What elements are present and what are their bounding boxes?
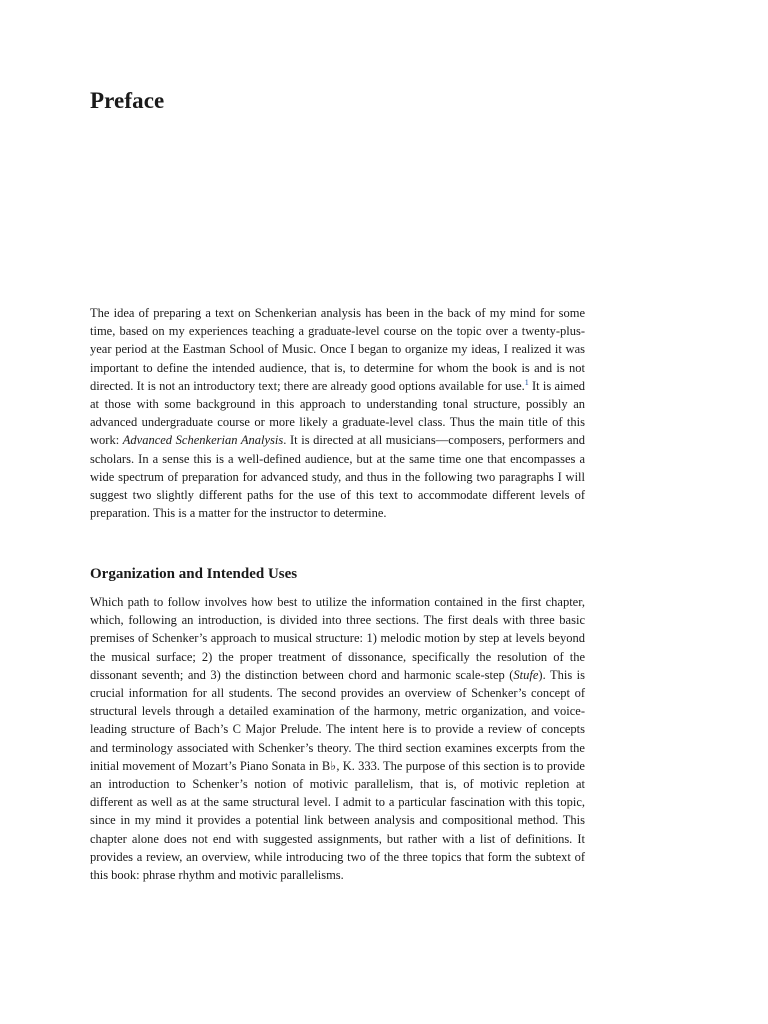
section-text-1: Which path to follow involves how best to utilize the information contained in the first chapter, which, following an introduction, is divided into three sections. The first deals with three basic premises of Schenker’s approach to musical structure: 1) melodic motion by step at levels beyond the musical surface; 2) the proper treatment of dissonance, specifically the resolution of the dissonant seventh; and 3) the distinction between chord and harmonic scale-step ( bbox=[90, 595, 585, 682]
term-stufe: Stufe bbox=[513, 667, 539, 682]
chapter-title: Preface bbox=[90, 88, 165, 113]
section-heading: Organization and Intended Uses bbox=[90, 566, 298, 582]
intro-paragraph bbox=[90, 304, 585, 522]
section-paragraph bbox=[90, 593, 585, 884]
intro-text-1: The idea of preparing a text on Schenkerian analysis has been in the back of my mind for some time, based on my experiences teaching a graduate-level course on the topic over a twenty-plus-year period at the Eastman School of Music. Once I began to organize my ideas, I realized it was important to define the intended audience, that is, to determine for whom the book is and is not directed. It is not an introductory text; there are already good options available for use. bbox=[90, 306, 585, 393]
footnote-reference-link[interactable]: 1 bbox=[524, 377, 529, 387]
intro-text-2: It is aimed at those with some background in this approach to understanding tonal structure, possibly an advanced undergraduate course or more likely a graduate-level class. Thus the main title of this work: bbox=[90, 378, 586, 448]
section-text-2: ). This is crucial information for all students. The second provides an overview of Schenker’s concept of structural levels through a detailed examination of the harmony, metric organization, and voice-leading structure of Bach’s C Major Prelude. The intent here is to provide a review of concepts and terminology associated with Schenker’s theory. The third section examines excerpts from the initial movement of Mozart’s Piano Sonata in B♭, K. 333. The purpose of this section is to provide an introduction to Schenker’s notion of motivic parallelism, that is, of motivic repletion at different as well as at the same structural level. I admit to a particular fascination with this topic, since in my mind it provides a potential link between analysis and compositional method. This chapter alone does not end with suggested assignments, but rather with a list of definitions. It provides a review, an overview, while introducing two of the three topics that form the subtext of this book: phrase rhythm and motivic parallelisms. bbox=[90, 667, 585, 883]
intro-text-3: . It is directed at all musicians—composers, performers and scholars. In a sense this is a well-defined audience, but at the same time one that encompasses a wide spectrum of preparation for advanced study, and thus in the following two paragraphs I will suggest two slightly different paths for the use of this text to accommodate different levels of preparation. This is a matter for the instructor to determine. bbox=[90, 433, 585, 521]
work-title: Advanced Schenkerian Analysis bbox=[122, 433, 284, 448]
